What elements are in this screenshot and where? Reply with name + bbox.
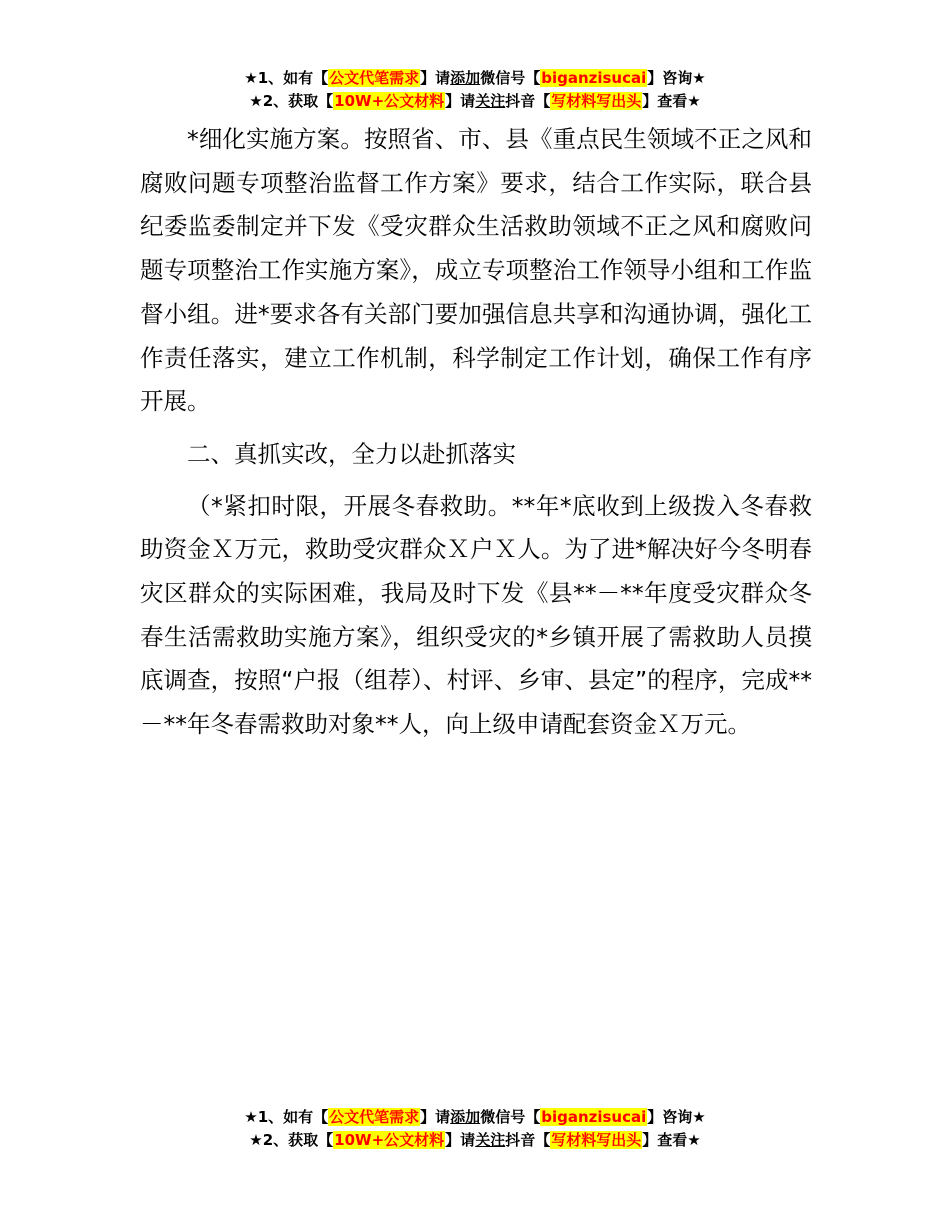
banner-text: 】查看 <box>642 1131 688 1149</box>
banner-text: 2、获取【 <box>262 92 334 110</box>
star-icon: ★ <box>249 1131 263 1149</box>
banner-text: 微信号【 <box>480 1108 541 1126</box>
paragraph-plan: *细化实施方案。按照省、市、县《重点民生领域不正之风和腐败问题专项整治监督工作方案》要求，结合工作实际，联合县纪委监委制定并下发《受灾群众生活救助领域不正之风和腐败问题专项整治工作实施方案》，成立专项整治工作领导小组和工作监督小组。进*要求各有关部门要加强信息共享和沟通协调，强化工作责任落实，建立工作机制，科学制定工作计划，确保工作有序开展。 <box>140 125 812 416</box>
banner-text: 1、如有【 <box>257 1108 329 1126</box>
banner-text: 1、如有【 <box>257 69 329 87</box>
star-icon: ★ <box>687 1131 701 1149</box>
header-banner <box>0 67 950 113</box>
underlined-text: 关注 <box>475 92 506 110</box>
underlined-text: 关注 <box>475 1131 506 1149</box>
star-icon: ★ <box>692 69 706 87</box>
underlined-text: 添加 <box>450 1108 481 1126</box>
banner-text: 抖音【 <box>505 1131 551 1149</box>
star-icon: ★ <box>687 92 701 110</box>
underlined-text: 添加 <box>450 69 481 87</box>
document-body <box>140 118 812 747</box>
wechat-id: biganzisucai <box>541 1108 647 1126</box>
banner-text: 微信号【 <box>480 69 541 87</box>
banner-line-1 <box>0 1106 950 1129</box>
star-icon: ★ <box>244 1108 258 1126</box>
highlight-text: 公文代笔需求 <box>329 1108 420 1126</box>
banner-text: 】请 <box>445 1131 476 1149</box>
banner-text: 抖音【 <box>505 92 551 110</box>
banner-line-2 <box>0 90 950 113</box>
douyin-account: 写材料写出头 <box>551 1131 642 1149</box>
footer-banner <box>0 1106 950 1152</box>
highlight-text: 公文代笔需求 <box>329 69 420 87</box>
star-icon: ★ <box>692 1108 706 1126</box>
highlight-text: 10W+公文材料 <box>334 92 445 110</box>
banner-line-1 <box>0 67 950 90</box>
paragraph-winter-relief: （*紧扣时限，开展冬春救助。**年*底收到上级拨入冬春救助资金Ｘ万元，救助受灾群众Ｘ户Ｘ人。为了进*解决好今冬明春灾区群众的实际困难，我局及时下发《县**－**年度受灾群众冬春生活需救助实施方案》，组织受灾的*乡镇开展了需救助人员摸底调查，按照“户报（组荐）、村评、乡审、县定”的程序，完成**－**年冬春需救助对象**人，向上级申请配套资金Ｘ万元。 <box>140 491 812 739</box>
banner-text: 2、获取【 <box>262 1131 334 1149</box>
banner-line-2 <box>0 1129 950 1152</box>
wechat-id: biganzisucai <box>541 69 647 87</box>
banner-text: 】请 <box>420 1108 451 1126</box>
banner-text: 】咨询 <box>647 1108 693 1126</box>
star-icon: ★ <box>244 69 258 87</box>
star-icon: ★ <box>249 92 263 110</box>
banner-text: 】请 <box>445 92 476 110</box>
banner-text: 】咨询 <box>647 69 693 87</box>
banner-text: 】查看 <box>642 92 688 110</box>
highlight-text: 10W+公文材料 <box>334 1131 445 1149</box>
section-heading: 二、真抓实改，全力以赴抓落实 <box>187 439 516 468</box>
douyin-account: 写材料写出头 <box>551 92 642 110</box>
banner-text: 】请 <box>420 69 451 87</box>
